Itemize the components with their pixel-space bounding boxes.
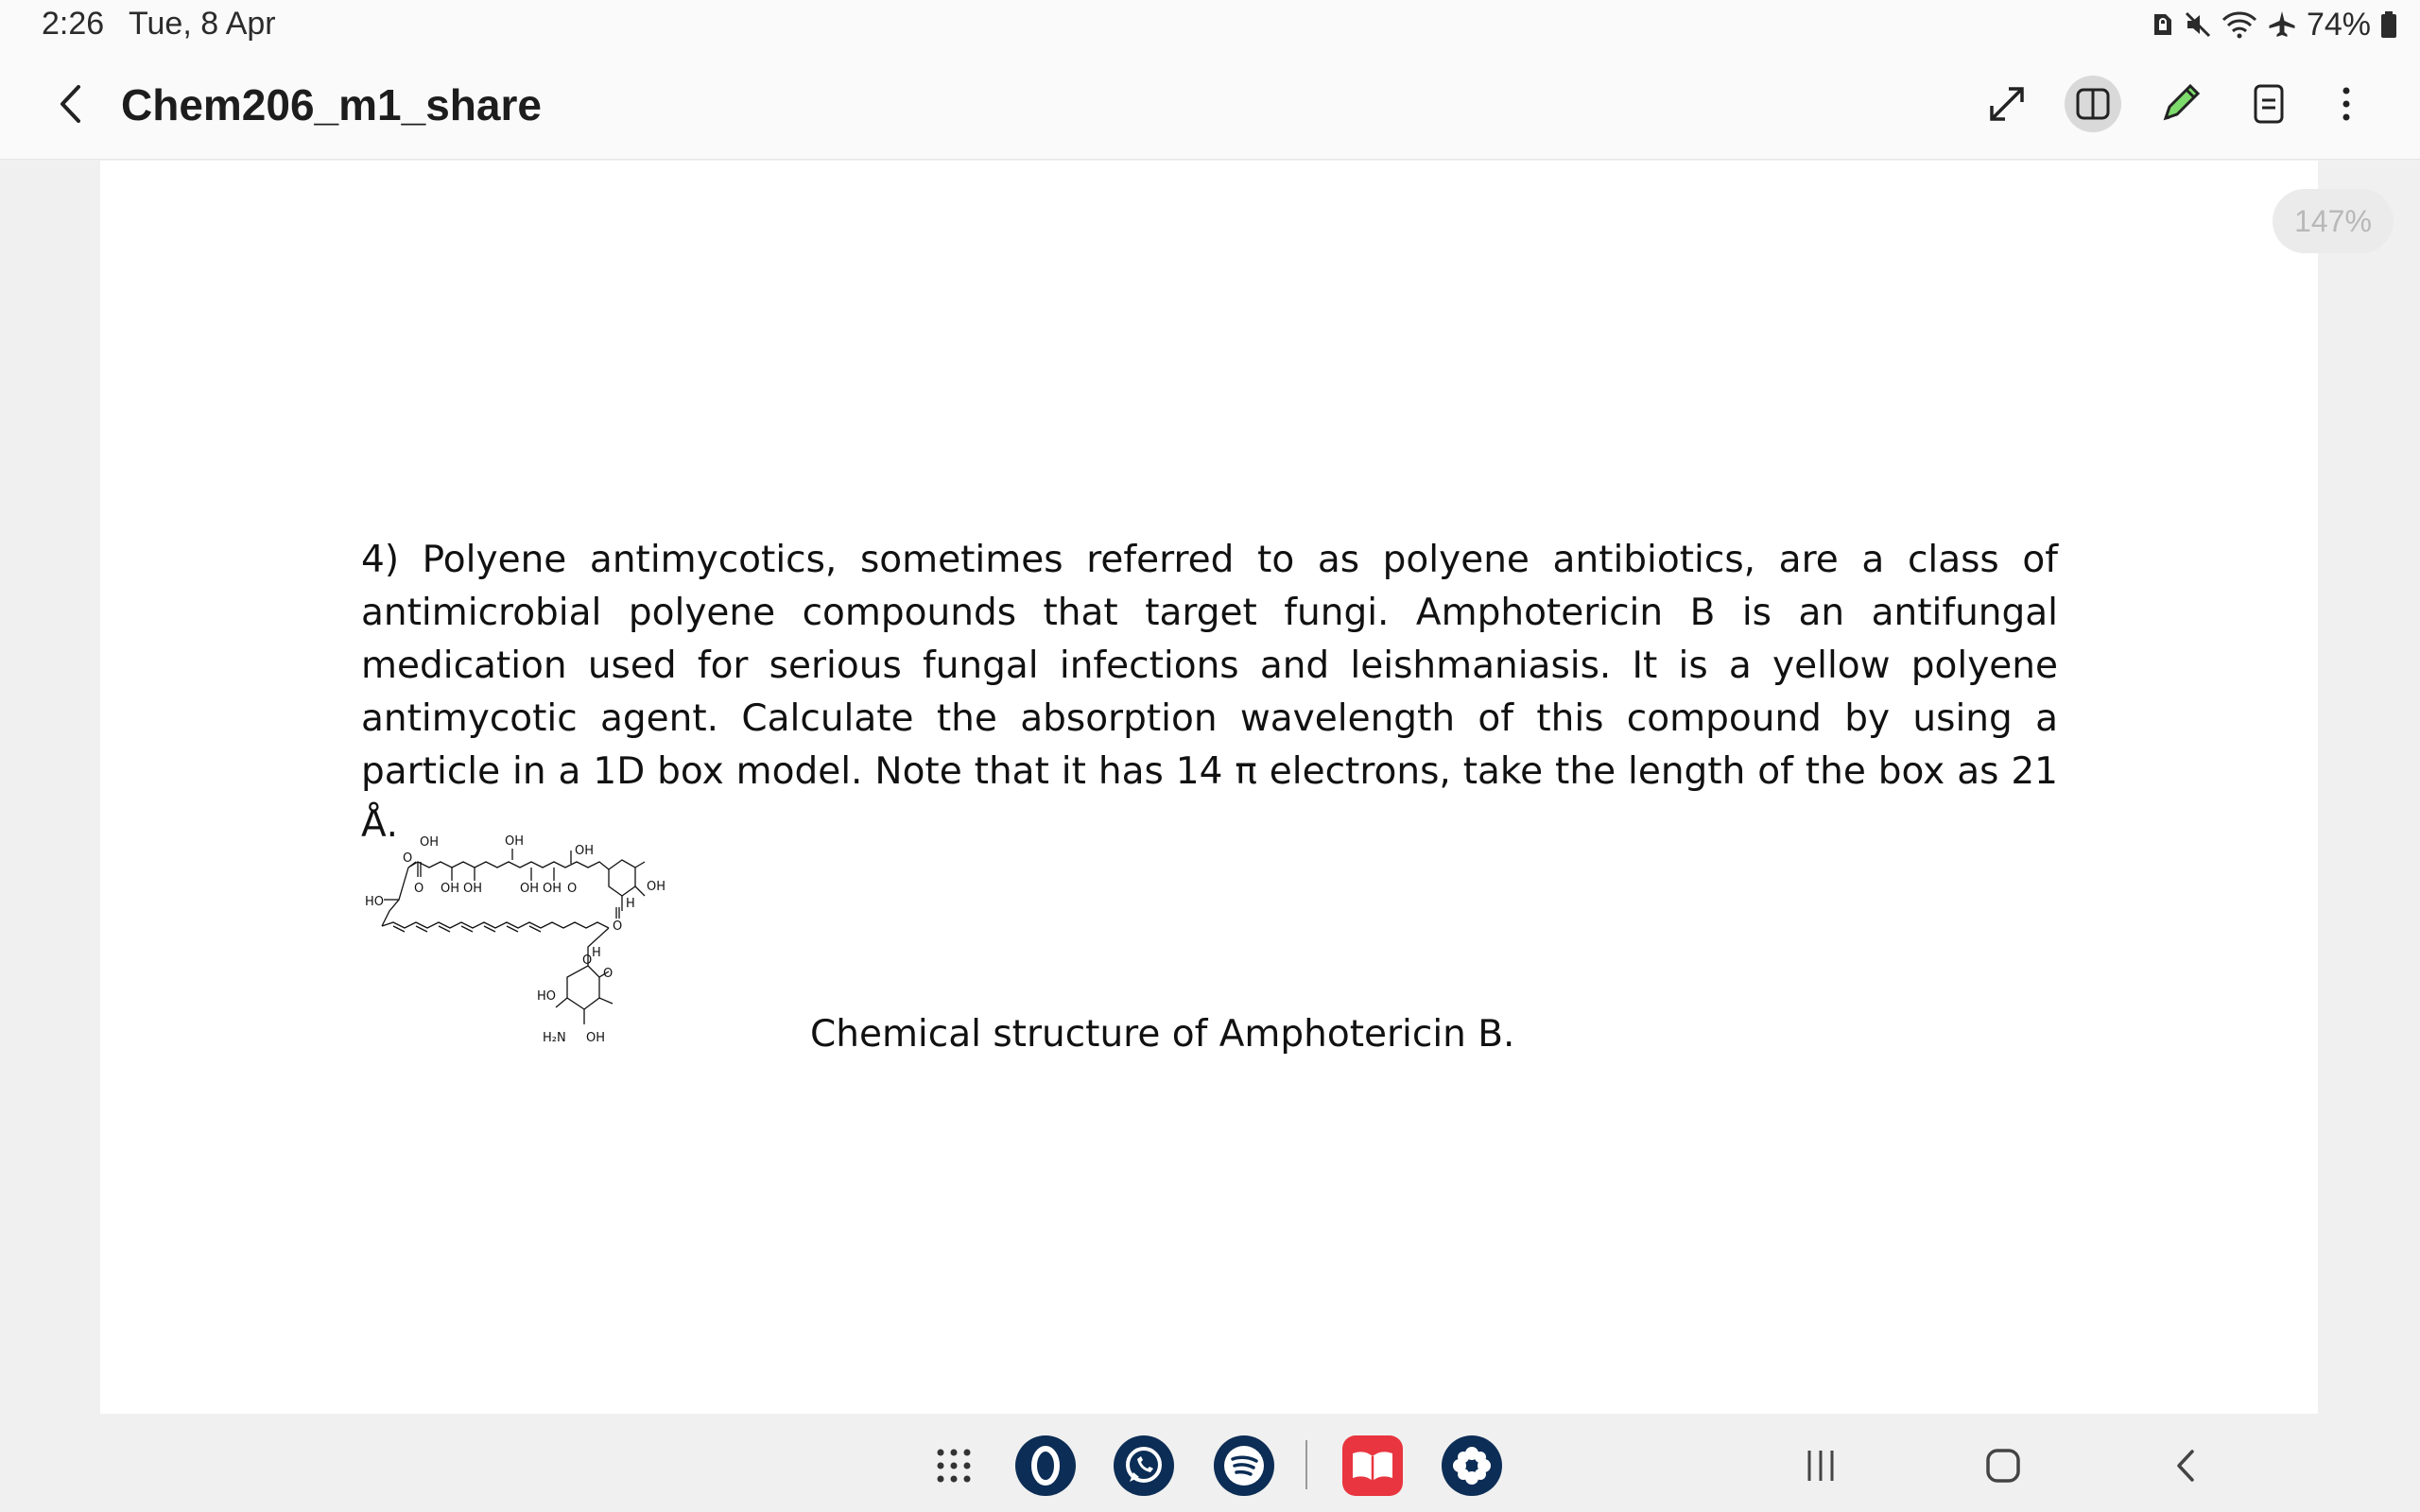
label-o: O <box>613 919 623 934</box>
pen-icon <box>2156 80 2204 128</box>
expand-icon <box>1984 81 2030 127</box>
status-date: Tue, 8 Apr <box>129 6 276 42</box>
status-icons <box>2152 6 2397 43</box>
label-h: H <box>626 897 635 911</box>
label-o: O <box>414 882 424 896</box>
label-oh: OH <box>647 880 666 894</box>
reader-icon <box>1341 1435 1404 1497</box>
mute-icon <box>2184 10 2212 39</box>
dock-divider <box>1305 1440 1307 1489</box>
recents-button[interactable] <box>1789 1435 1852 1497</box>
taskbar <box>0 1414 2420 1512</box>
label-oh: OH <box>520 882 540 896</box>
recents-icon <box>1802 1447 1840 1485</box>
zoom-indicator: 147% <box>2273 189 2394 253</box>
question-text: 4) Polyene antimycotics, sometimes referred to as polyene antibiotics, are a class of antimicrobial polyene compounds that target fungi. Amphotericin B is an antifungal medication used for serious fungal infections and leishmaniasis. It is a yellow polyene antimycotic agent. Calculate the absorption wavelength of this compound by using a particle in a 1D box model. Note that it has 14 π electrons, take the length of the box as 21 Å. <box>361 539 2058 846</box>
battery-level: 74% <box>2306 6 2371 43</box>
label-oh: OH <box>441 882 460 896</box>
label-oh: OH <box>505 834 525 849</box>
label-o: O <box>582 954 593 968</box>
flower-app[interactable] <box>1441 1435 1503 1497</box>
label-o: O <box>567 882 578 896</box>
sim-lock-icon <box>2152 11 2174 38</box>
more-options-button[interactable] <box>2318 76 2375 132</box>
whatsapp-app[interactable] <box>1113 1435 1175 1497</box>
airplane-icon <box>2267 9 2297 40</box>
app-drawer-icon <box>933 1445 975 1486</box>
app-drawer-button[interactable] <box>923 1435 985 1497</box>
label-oh: OH <box>575 844 595 858</box>
wifi-icon <box>2221 10 2257 39</box>
reader-app[interactable] <box>1341 1435 1404 1497</box>
back-button[interactable] <box>47 79 96 129</box>
label-oh: OH <box>586 1031 606 1045</box>
label-o: O <box>403 851 413 866</box>
label-o: O <box>603 967 614 981</box>
figure-caption: Chemical structure of Amphotericin B. <box>810 1013 1515 1056</box>
status-bar <box>0 0 2420 49</box>
label-h: H <box>592 946 601 960</box>
home-button[interactable] <box>1972 1435 2034 1497</box>
label-oh: OH <box>543 882 562 896</box>
status-time: 2:26 <box>42 6 105 42</box>
system-back-button[interactable] <box>2155 1435 2218 1497</box>
spotify-icon <box>1213 1435 1275 1497</box>
label-amine: H₂N <box>543 1031 566 1045</box>
opera-icon <box>1014 1435 1077 1497</box>
label-oh: OH <box>463 882 483 896</box>
pen-button[interactable] <box>2152 76 2208 132</box>
page-button[interactable] <box>2240 76 2297 132</box>
spotify-app[interactable] <box>1213 1435 1275 1497</box>
label-ho: HO <box>365 895 385 909</box>
battery-icon <box>2380 10 2397 39</box>
label-ho: HO <box>537 989 557 1004</box>
back-nav-icon <box>2168 1447 2205 1485</box>
book-view-icon <box>2074 85 2112 123</box>
opera-app[interactable] <box>1014 1435 1077 1497</box>
app-header <box>0 49 2420 160</box>
flower-app-icon <box>1441 1435 1503 1497</box>
book-view-button[interactable] <box>2065 76 2121 132</box>
home-icon <box>1984 1447 2022 1485</box>
document-title: Chem206_m1_share <box>121 80 542 129</box>
page-icon <box>2250 83 2288 125</box>
expand-button[interactable] <box>1979 76 2035 132</box>
whatsapp-icon <box>1113 1435 1175 1497</box>
amphotericin-b-structure <box>361 824 805 1053</box>
chevron-left-icon <box>47 79 96 129</box>
more-icon <box>2337 83 2356 125</box>
label-oh: OH <box>420 835 440 850</box>
